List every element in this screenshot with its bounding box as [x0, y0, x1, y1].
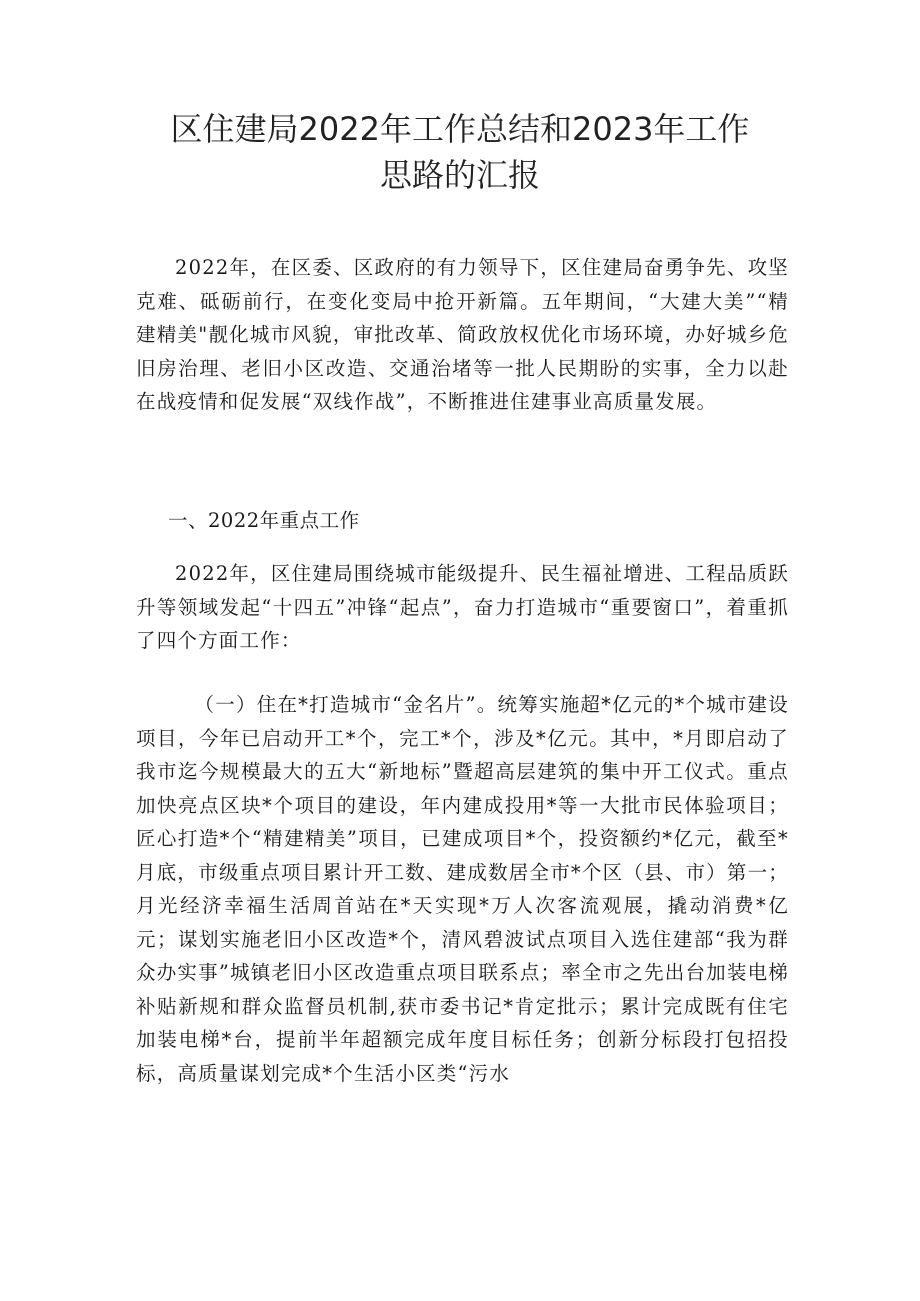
title-line-2: 思路的汇报 — [379, 156, 540, 194]
section-paragraph: 2022年，区住建局围绕城市能级提升、民生福祉增进、工程品质跃升等领域发起“十四五”冲锋“起点”，奋力打造城市“重要窗口”，着重抓了四个方面工作： — [136, 562, 789, 652]
document-title — [120, 106, 800, 198]
title-line-1: 区住建局2022年工作总结和2023年工作 — [170, 110, 750, 148]
section-heading: 一、2022年重点工作 — [168, 509, 360, 532]
intro-paragraph: 2022年，在区委、区政府的有力领导下，区住建局奋勇争先、攻坚克难、砥砺前行，在变化变局中抢开新篇。五年期间，“大建大美”“精建精美"靓化城市风貌，审批改革、简政放权优化市场环境，办好城乡危旧房治理、老旧小区改造、交通治堵等一批人民期盼的实事，全力以赴在战疫情和促发展“双线作战”，不断推进住建事业高质量发展。 — [136, 256, 789, 413]
item-paragraph: （一）住在*打造城市“金名片”。统筹实施超*亿元的*个城市建设项目，今年已启动开工*个，完工*个，涉及*亿元。其中，*月即启动了我市迄今规模最大的五大“新地标”暨超高层建筑的集中开工仪式。重点加快亮点区块*个项目的建设，年内建成投用*等一大批市民体验项目；匠心打造*个“精建精美”项目，已建成项目*个，投资额约*亿元，截至*月底，市级重点项目累计开工数、建成数居全市*个区（县、市）第一；月光经济幸福生活周首站在*天实现*万人次客流观展，撬动消费*亿元；谋划实施老旧小区改造*个，清风碧波试点项目入选住建部“我为群众办实事”城镇老旧小区改造重点项目联系点；率全市之先出台加装电梯补贴新规和群众监督员机制,获市委书记*肯定批示；累计完成既有住宅加装电梯*台，提前半年超额完成年度目标任务；创新分标段打包招投标，高质量谋划完成*个生活小区类“污水 — [136, 693, 789, 1085]
